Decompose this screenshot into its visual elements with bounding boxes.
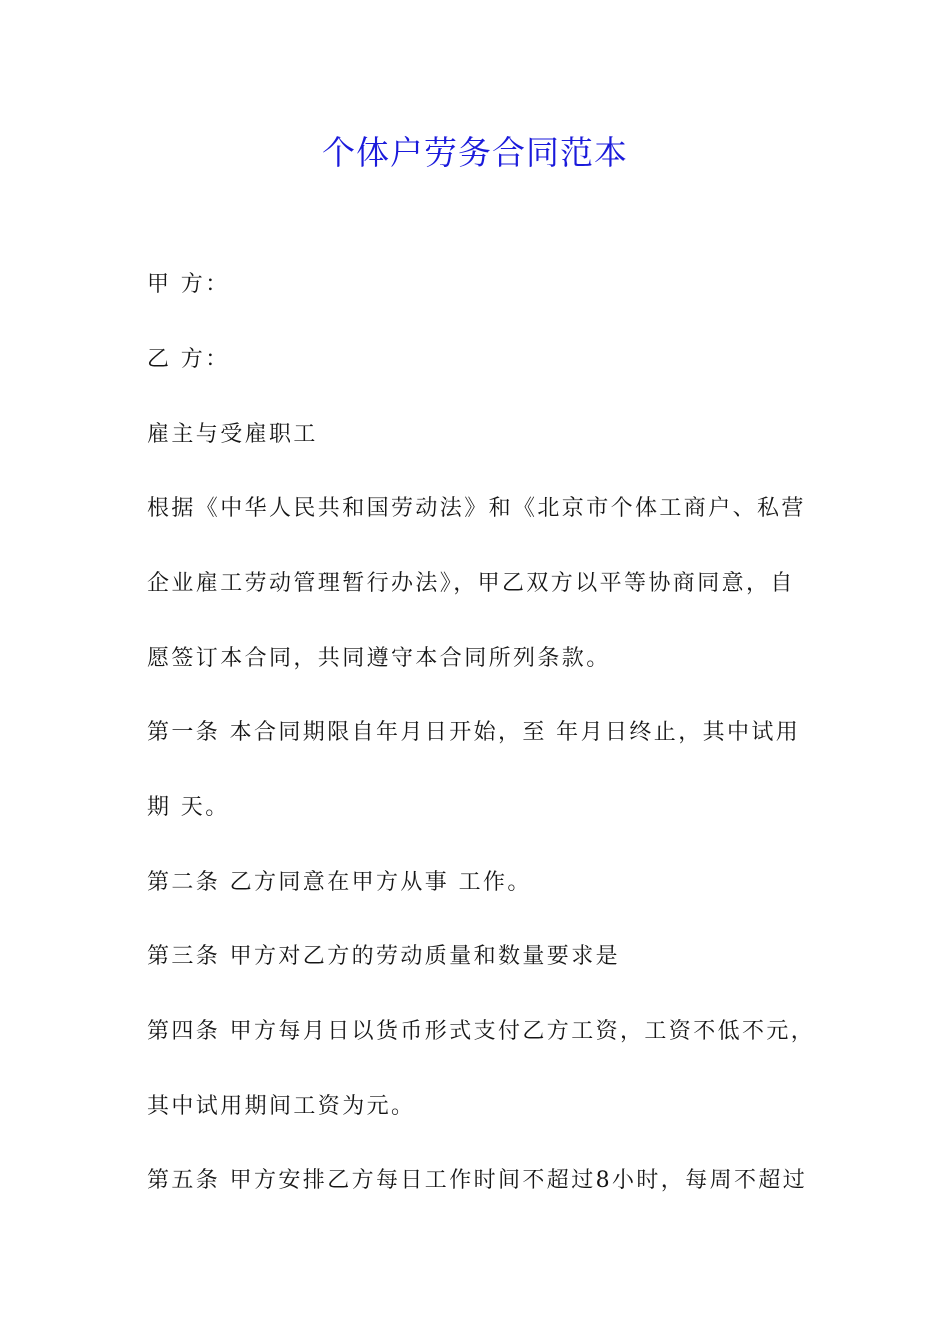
party-a-line: 甲 方： [147,272,230,297]
preamble-line-2: 企业雇工劳动管理暂行办法》，甲乙双方以平等协商同意，自 [147,571,795,596]
article-1-line-1: 第一条 本合同期限自年月日开始，至 年月日终止，其中试用 [147,720,801,745]
preamble-line-1: 根据《中华人民共和国劳动法》和《北京市个体工商户、私营 [147,496,806,521]
preamble-line-3: 愿签订本合同，共同遵守本合同所列条款。 [147,646,611,671]
article-2-line: 第二条 乙方同意在甲方从事 工作。 [147,870,532,895]
party-b-line: 乙 方： [147,347,230,372]
article-1-line-2: 期 天。 [147,795,230,820]
employer-employee-line: 雇主与受雇职工 [147,422,318,447]
article-3-line: 第三条 甲方对乙方的劳动质量和数量要求是 [147,944,620,969]
article-4-line-2: 其中试用期间工资为元。 [147,1094,416,1119]
article-4-line-1: 第四条 甲方每月日以货币形式支付乙方工资，工资不低不元， [147,1019,816,1044]
article-5-line-1: 第五条 甲方安排乙方每日工作时间不超过8小时，每周不超过 [147,1168,808,1193]
document-title: 个体户劳务合同范本 [322,133,628,172]
